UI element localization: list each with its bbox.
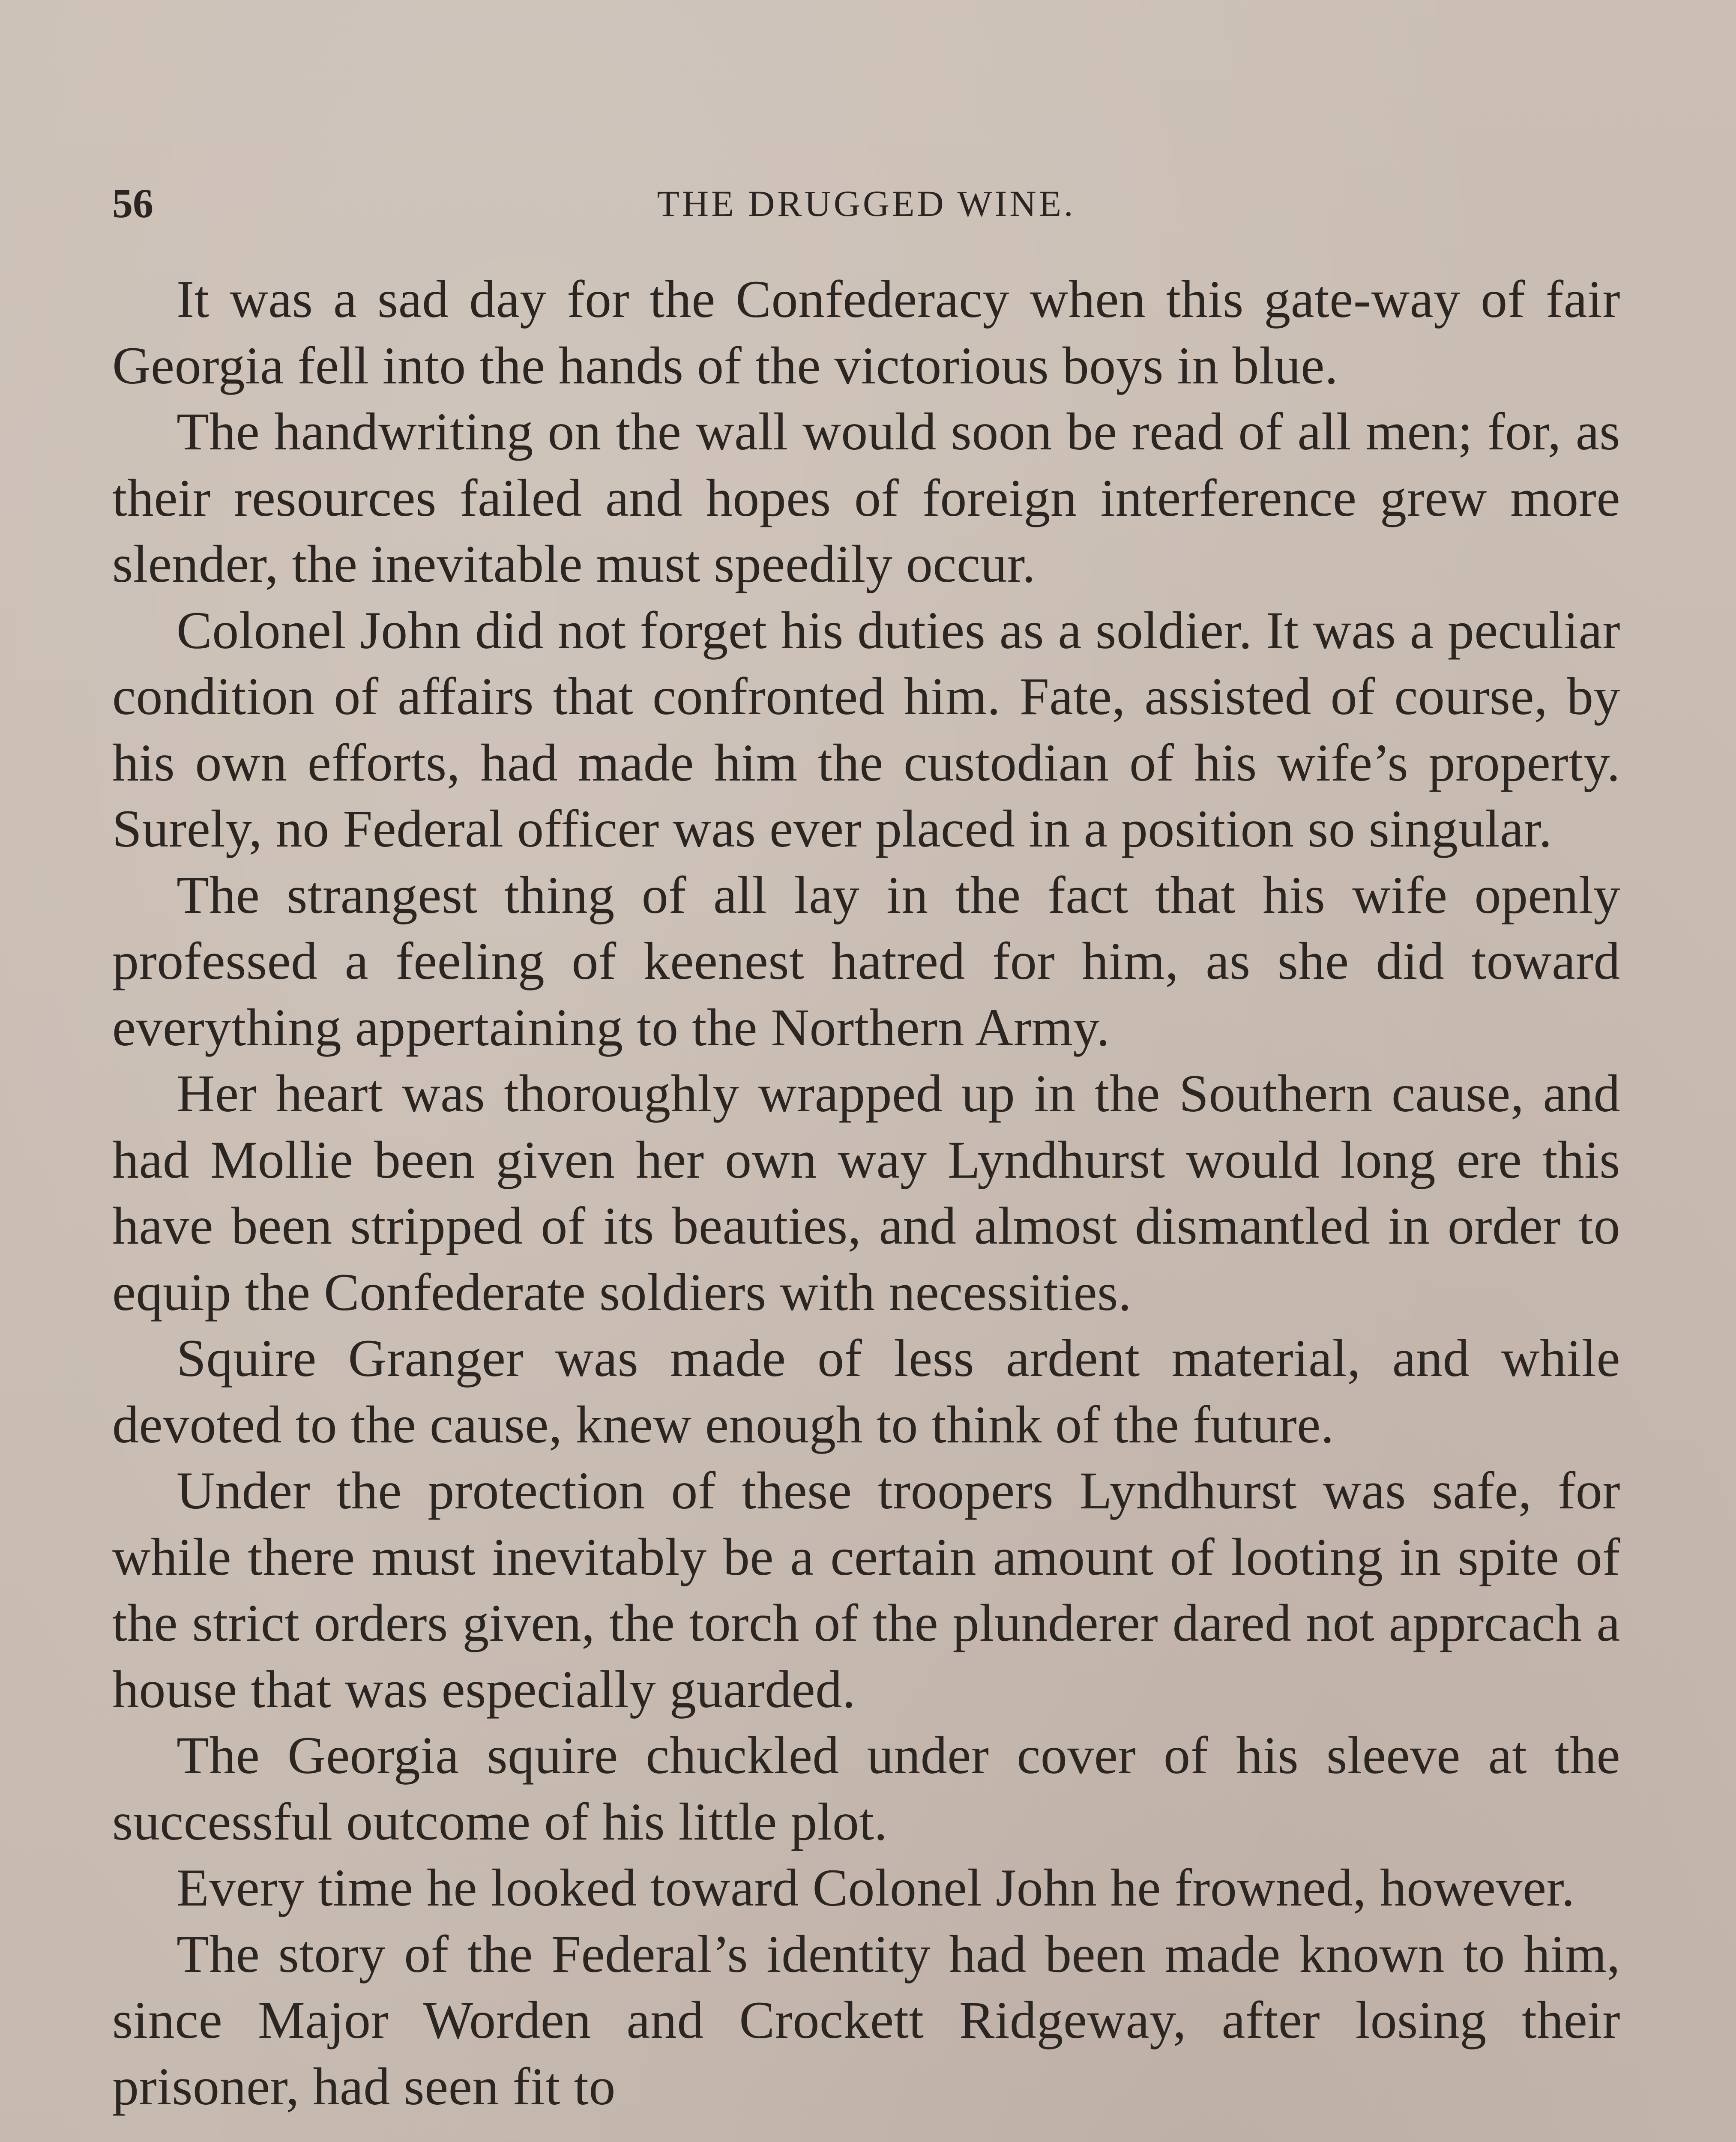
paragraph: The story of the Federal’s identity had been made known to him, since Major Worden and Crockett Ridgeway, after losing their prisoner, had seen fit to [112,1924,1620,2116]
paragraph: Colonel John did not forget his duties as a soldier. It was a peculiar condition of affairs that confronted him. Fate, assisted of course, by his own efforts, had made him the custodian of his wife’s property. Surely, no Federal officer was ever placed in a position so singular. [112,601,1620,858]
paragraph: The strangest thing of all lay in the fact that his wife openly professed a feeling of keenest hatred for him, as she did toward everything appertaining to the Northern Army. [112,865,1620,1057]
running-head [112,171,1620,236]
body-text [112,266,1620,2120]
paragraph: Squire Granger was made of less ardent material, and while devoted to the cause, knew enough to think of the future. [112,1329,1620,1454]
paragraph: The handwriting on the wall would soon be read of all men; for, as their resources failed and hopes of foreign interference grew more slender, the inevitable must speedily occur. [112,402,1620,593]
paragraph: It was a sad day for the Confederacy when this gate-way of fair Georgia fell into the hands of the victorious boys in blue. [112,270,1620,395]
running-title: THE DRUGGED WINE. [657,183,1076,224]
paragraph: Every time he looked toward Colonel John he frowned, however. [177,1858,1575,1917]
paragraph: Her heart was thoroughly wrapped up in the Southern cause, and had Mollie been given her own way Lyndhurst would long ere this have been stripped of its beauties, and almost dismantled in order to equip the Confederate soldiers with necessities. [112,1064,1620,1322]
page-number: 56 [112,180,153,226]
paragraph: Under the protection of these troopers Lyndhurst was safe, for while there must inevitably be a certain amount of looting in spite of the strict orders given, the torch of the plunderer dared not apprcach a house that was especially guarded. [112,1461,1620,1719]
paragraph: The Georgia squire chuckled under cover of his sleeve at the successful outcome of his little plot. [112,1726,1620,1851]
